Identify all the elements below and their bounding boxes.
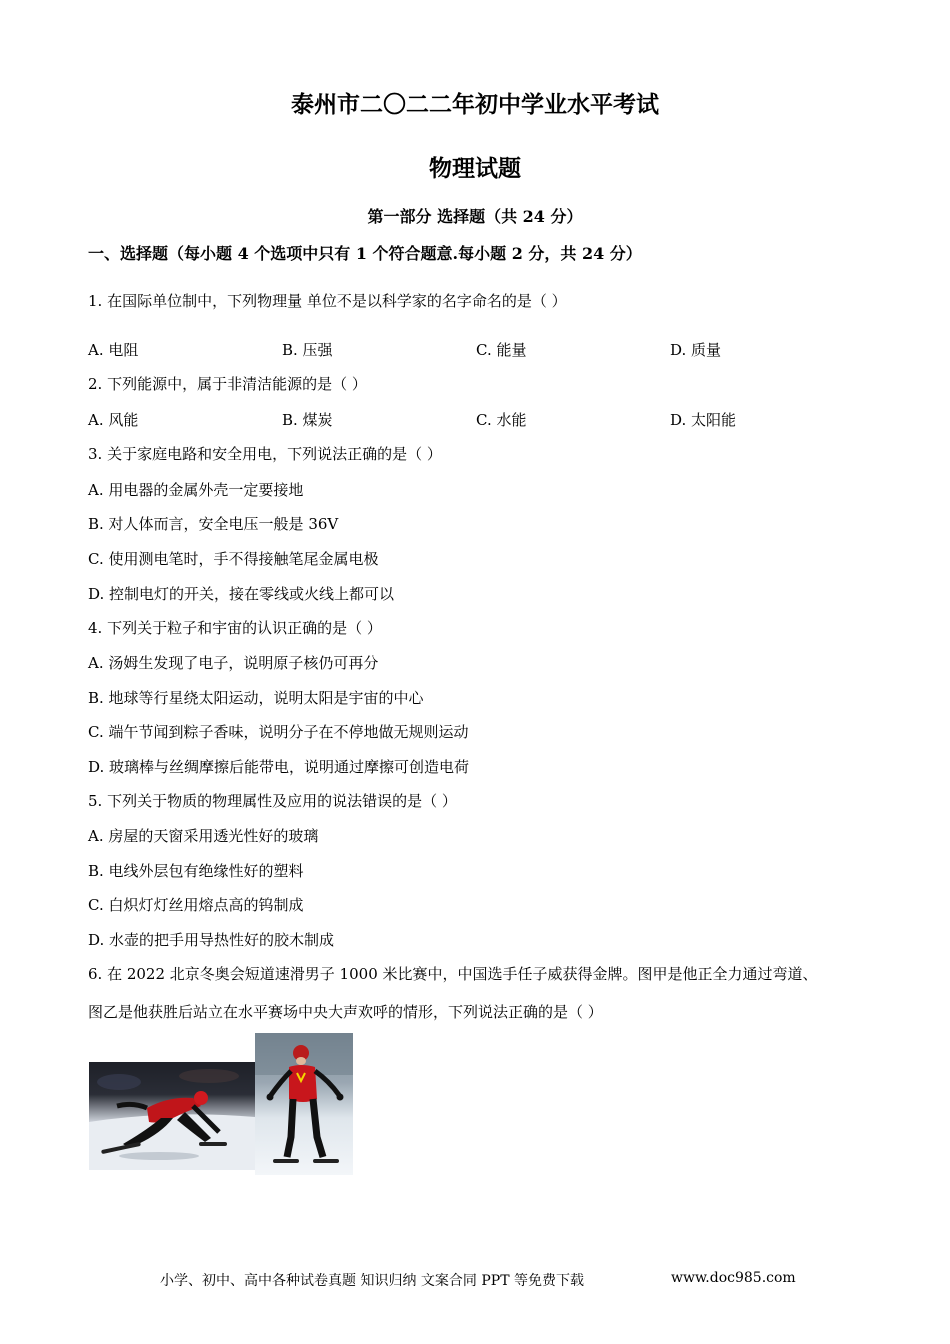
- question-4-stem: 4. 下列关于粒子和宇宙的认识正确的是（ ）: [88, 619, 382, 637]
- figure-jia-skater-curve: [89, 1062, 255, 1170]
- question-1-option-c: C. 能量: [476, 341, 527, 359]
- question-2-option-c: C. 水能: [476, 411, 527, 429]
- question-4-option-c: C. 端午节闻到粽子香味，说明分子在不停地做无规则运动: [88, 723, 469, 741]
- question-1-option-d: D. 质量: [670, 341, 722, 359]
- question-4-option-d: D. 玻璃棒与丝绸摩擦后能带电，说明通过摩擦可创造电荷: [88, 758, 470, 776]
- section-heading: 一、选择题（每小题 4 个选项中只有 1 个符合题意.每小题 2 分，共 24 分）: [88, 244, 642, 263]
- question-6-stem-line-1: 6. 在 2022 北京冬奥会短道速滑男子 1000 米比赛中，中国选手任子威获得金牌。图甲是他正全力通过弯道、: [88, 965, 818, 983]
- question-2-option-b: B. 煤炭: [282, 411, 333, 429]
- question-5-option-a: A. 房屋的天窗采用透光性好的玻璃: [88, 827, 319, 845]
- question-2-stem: 2. 下列能源中，属于非清洁能源的是（ ）: [88, 375, 367, 393]
- question-3-stem: 3. 关于家庭电路和安全用电，下列说法正确的是（ ）: [88, 445, 442, 463]
- footer-url[interactable]: www.doc985.com: [671, 1270, 796, 1286]
- question-1-option-b: B. 压强: [282, 341, 333, 359]
- question-3-option-d: D. 控制电灯的开关，接在零线或火线上都可以: [88, 585, 395, 603]
- part-heading: 第一部分 选择题（共 24 分）: [367, 207, 583, 226]
- question-3-option-b: B. 对人体而言，安全电压一般是 36V: [88, 515, 339, 533]
- footer-text: 小学、初中、高中各种试卷真题 知识归纳 文案合同 PPT 等免费下载: [160, 1273, 584, 1289]
- question-6-stem-line-2: 图乙是他获胜后站立在水平赛场中央大声欢呼的情形，下列说法正确的是（ ）: [88, 1003, 603, 1021]
- subject-title: 物理试题: [429, 155, 521, 182]
- question-5-option-c: C. 白炽灯灯丝用熔点高的钨制成: [88, 896, 304, 914]
- question-5-option-b: B. 电线外层包有绝缘性好的塑料: [88, 862, 304, 880]
- question-3-option-c: C. 使用测电笔时，手不得接触笔尾金属电极: [88, 550, 379, 568]
- question-4-option-a: A. 汤姆生发现了电子，说明原子核仍可再分: [88, 654, 379, 672]
- figure-yi-skater-celebrating: [255, 1033, 353, 1175]
- question-1-stem: 1. 在国际单位制中，下列物理量 单位不是以科学家的名字命名的是（ ）: [88, 292, 567, 310]
- question-4-option-b: B. 地球等行星绕太阳运动，说明太阳是宇宙的中心: [88, 689, 424, 707]
- question-1-option-a: A. 电阻: [88, 341, 139, 359]
- question-5-stem: 5. 下列关于物质的物理属性及应用的说法错误的是（ ）: [88, 792, 457, 810]
- question-3-option-a: A. 用电器的金属外壳一定要接地: [88, 481, 304, 499]
- question-5-option-d: D. 水壶的把手用导热性好的胶木制成: [88, 931, 335, 949]
- question-2-option-d: D. 太阳能: [670, 411, 737, 429]
- exam-title: 泰州市二〇二二年初中学业水平考试: [291, 91, 659, 118]
- question-2-option-a: A. 风能: [88, 411, 139, 429]
